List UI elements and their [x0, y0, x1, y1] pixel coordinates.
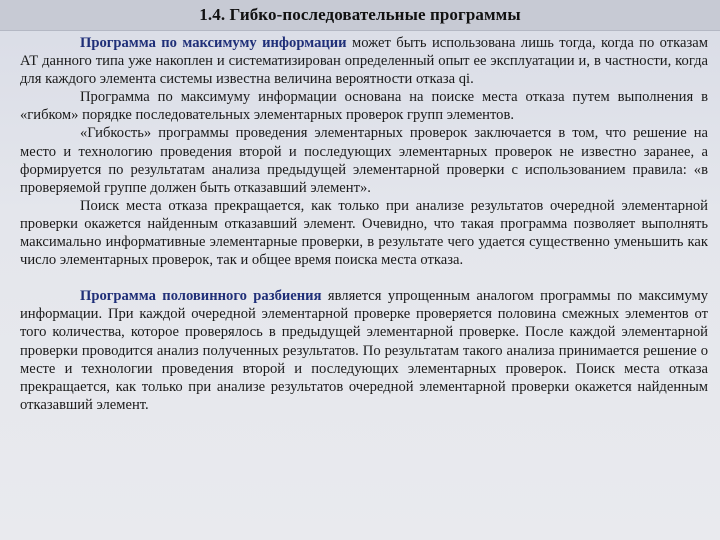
- term-max-info: Программа по максимуму информации: [80, 35, 347, 51]
- paragraph-max-info: [20, 34, 708, 88]
- page-title: 1.4. Гибко-последовательные программы: [199, 5, 521, 24]
- paragraph-search-basis: [20, 88, 708, 124]
- slide-content: [20, 34, 708, 414]
- paragraph-text: может быть использована лишь тогда, когда по отказам АТ данного типа уже накоплен и систематизирован определенный опыт ее эксплуатации и, в частности, когда для каждого элемента системы известна величина вероятности отказа qi.: [20, 35, 708, 88]
- paragraph-gap: [20, 269, 708, 287]
- term-half-split: Программа половинного разбиения: [80, 288, 322, 305]
- paragraph-text: Поиск места отказа прекращается, как только при анализе результатов очередной элементарной проверки окажется найденным отказавший элемент. Очевидно, что такая программа позволяет выполнять максимально информативные элементарные проверки, в результате чего удается существенно уменьшить как число элементарных проверок, так и общее время поиска места отказа.: [20, 197, 708, 269]
- paragraph-half-split: [20, 287, 708, 414]
- paragraph-text: «Гибкость» программы проведения элементарных проверок заключается в том, что решение на место и технологию проведения второй и последующих элементарных проверок не известно заранее, а формируется по результатам анализа предыдущей элементарной проверки с использованием правила: «в проверяемой группе должен быть отказавший элемент».: [20, 125, 708, 196]
- paragraph-text: является упрощенным аналогом программы по максимуму информации. При каждой очередной элементарной проверке проверяется половина смежных элементов от того количества, которое проверялось в предыдущей элементарной проверке. После каждой элементарной проверки проводится анализ полученных результатов. По результатам такого анализа принимается решение о месте и технологии проведения второй и последующих элементарных проверок. Поиск места отказа прекращается, как только при анализе результатов очередной элементарной проверки окажется найденным отказавший элемент.: [20, 288, 708, 413]
- title-bar: [0, 0, 720, 31]
- paragraph-text: Программа по максимуму информации основана на поиске места отказа путем выполнения в «гибком» порядке последовательных элементарных проверок групп элементов.: [20, 89, 708, 124]
- paragraph-search-stop: [20, 197, 708, 269]
- paragraph-flexibility: [20, 124, 708, 196]
